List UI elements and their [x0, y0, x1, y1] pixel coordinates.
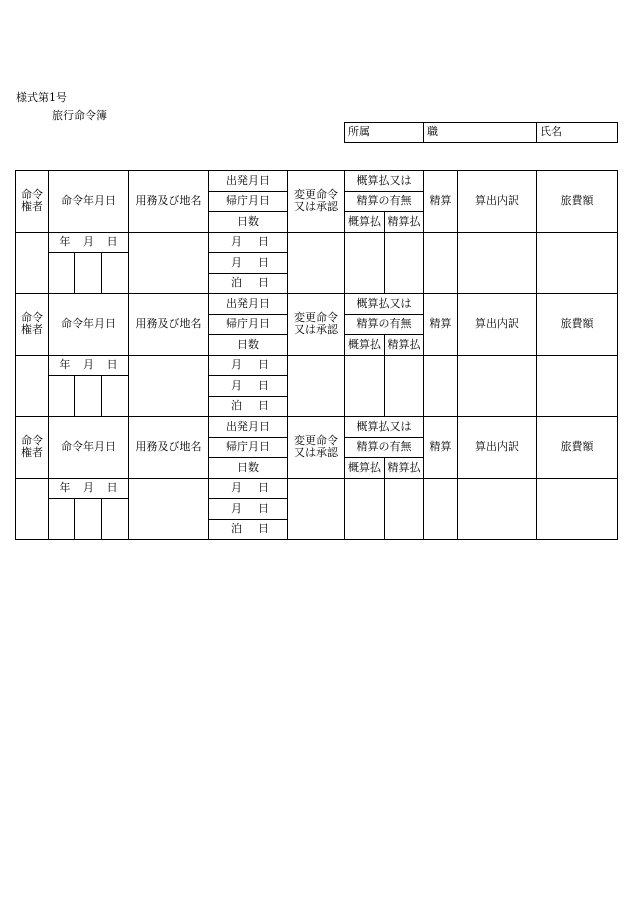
settle-payment-header: 精算払: [385, 335, 424, 356]
nights-unit: 泊: [231, 276, 243, 290]
month-unit: 月: [231, 481, 243, 495]
departure-date-cell[interactable]: [209, 478, 288, 499]
nights-cell[interactable]: [209, 519, 288, 540]
return-date-cell[interactable]: [209, 253, 288, 274]
commander-header: 命令 権者: [16, 294, 49, 356]
day-unit: 日: [106, 481, 118, 495]
settle-payment-header: 精算払: [385, 212, 424, 233]
advance-payment-cell[interactable]: [345, 478, 385, 540]
form-title: 旅行命令簿: [52, 109, 107, 122]
nights-unit: 泊: [231, 522, 243, 536]
month-unit: 月: [231, 501, 243, 515]
day-unit: 日: [106, 358, 118, 372]
travel-expense-cell[interactable]: [537, 478, 618, 540]
commander-cell[interactable]: [16, 232, 49, 294]
advance-settle-header-1: 概算払又は: [345, 294, 424, 315]
settle-payment-header: 精算払: [385, 458, 424, 479]
day-unit: 日: [106, 235, 118, 249]
commander-cell[interactable]: [16, 355, 49, 417]
order-month-cell[interactable]: [75, 376, 102, 417]
calc-breakdown-cell[interactable]: [458, 355, 537, 417]
purpose-place-cell[interactable]: [129, 355, 209, 417]
form-number: 様式第1号: [16, 91, 67, 104]
employee-info-table: [344, 122, 618, 143]
advance-payment-cell[interactable]: [345, 355, 385, 417]
year-unit: 年: [59, 481, 71, 495]
day-unit: 日: [258, 481, 270, 495]
days-header: 日数: [209, 212, 288, 233]
purpose-place-header: 用務及び地名: [129, 417, 209, 479]
change-order-cell[interactable]: [288, 478, 345, 540]
advance-payment-cell[interactable]: [345, 232, 385, 294]
departure-date-header: 出発月日: [209, 171, 288, 192]
month-unit: 月: [83, 358, 94, 372]
month-unit: 月: [231, 255, 243, 269]
change-order-cell[interactable]: [288, 232, 345, 294]
travel-expense-header: 旅費額: [537, 294, 618, 356]
order-date-cell[interactable]: [49, 232, 129, 253]
advance-payment-header: 概算払: [345, 335, 385, 356]
change-order-cell[interactable]: [288, 355, 345, 417]
departure-date-cell[interactable]: [209, 355, 288, 376]
advance-settle-header-2: 精算の有無: [345, 191, 424, 212]
commander-cell[interactable]: [16, 478, 49, 540]
calc-breakdown-header: 算出内訳: [458, 171, 537, 233]
settle-payment-cell[interactable]: [385, 232, 424, 294]
order-year-cell[interactable]: [49, 499, 75, 540]
order-day-cell[interactable]: [102, 499, 129, 540]
settle-payment-cell[interactable]: [385, 478, 424, 540]
day-unit: 日: [258, 399, 270, 413]
order-month-cell[interactable]: [75, 499, 102, 540]
travel-order-table: [15, 170, 618, 540]
order-date-cell[interactable]: [49, 355, 129, 376]
travel-expense-cell[interactable]: [537, 355, 618, 417]
year-unit: 年: [59, 358, 71, 372]
change-order-header: 変更命令 又は承認: [288, 417, 345, 479]
settlement-cell[interactable]: [424, 478, 458, 540]
settle-payment-cell[interactable]: [385, 355, 424, 417]
return-date-cell[interactable]: [209, 376, 288, 397]
return-date-header: 帰庁月日: [209, 314, 288, 335]
change-order-header: 変更命令 又は承認: [288, 294, 345, 356]
order-date-header: 命令年月日: [49, 417, 129, 479]
return-date-header: 帰庁月日: [209, 191, 288, 212]
days-header: 日数: [209, 335, 288, 356]
settlement-header: 精算: [424, 294, 458, 356]
month-unit: 月: [231, 235, 243, 249]
order-date-header: 命令年月日: [49, 294, 129, 356]
day-unit: 日: [258, 522, 270, 536]
purpose-place-header: 用務及び地名: [129, 171, 209, 233]
advance-settle-header-1: 概算払又は: [345, 171, 424, 192]
advance-payment-header: 概算払: [345, 212, 385, 233]
settlement-header: 精算: [424, 417, 458, 479]
nights-cell[interactable]: [209, 273, 288, 294]
day-unit: 日: [258, 235, 270, 249]
travel-expense-header: 旅費額: [537, 171, 618, 233]
settlement-header: 精算: [424, 171, 458, 233]
order-date-cell[interactable]: [49, 478, 129, 499]
month-unit: 月: [83, 481, 94, 495]
order-month-cell[interactable]: [75, 253, 102, 294]
position-label: 職: [424, 123, 537, 143]
purpose-place-cell[interactable]: [129, 478, 209, 540]
change-order-header: 変更命令 又は承認: [288, 171, 345, 233]
nights-cell[interactable]: [209, 396, 288, 417]
departure-date-cell[interactable]: [209, 232, 288, 253]
name-label: 氏名: [537, 123, 618, 143]
commander-header: 命令 権者: [16, 417, 49, 479]
order-day-cell[interactable]: [102, 253, 129, 294]
travel-expense-header: 旅費額: [537, 417, 618, 479]
order-year-cell[interactable]: [49, 253, 75, 294]
calc-breakdown-cell[interactable]: [458, 232, 537, 294]
advance-settle-header-2: 精算の有無: [345, 437, 424, 458]
travel-expense-cell[interactable]: [537, 232, 618, 294]
settlement-cell[interactable]: [424, 355, 458, 417]
purpose-place-header: 用務及び地名: [129, 294, 209, 356]
order-date-header: 命令年月日: [49, 171, 129, 233]
advance-settle-header-2: 精算の有無: [345, 314, 424, 335]
departure-date-header: 出発月日: [209, 417, 288, 438]
return-date-cell[interactable]: [209, 499, 288, 520]
month-unit: 月: [83, 235, 94, 249]
day-unit: 日: [258, 378, 270, 392]
departure-date-header: 出発月日: [209, 294, 288, 315]
days-header: 日数: [209, 458, 288, 479]
month-unit: 月: [231, 358, 243, 372]
day-unit: 日: [258, 276, 270, 290]
advance-payment-header: 概算払: [345, 458, 385, 479]
purpose-place-cell[interactable]: [129, 232, 209, 294]
order-day-cell[interactable]: [102, 376, 129, 417]
month-unit: 月: [231, 378, 243, 392]
commander-header: 命令 権者: [16, 171, 49, 233]
nights-unit: 泊: [231, 399, 243, 413]
day-unit: 日: [258, 501, 270, 515]
affiliation-label: 所属: [345, 123, 424, 143]
return-date-header: 帰庁月日: [209, 437, 288, 458]
calc-breakdown-header: 算出内訳: [458, 417, 537, 479]
year-unit: 年: [59, 235, 71, 249]
order-year-cell[interactable]: [49, 376, 75, 417]
day-unit: 日: [258, 358, 270, 372]
settlement-cell[interactable]: [424, 232, 458, 294]
calc-breakdown-cell[interactable]: [458, 478, 537, 540]
calc-breakdown-header: 算出内訳: [458, 294, 537, 356]
day-unit: 日: [258, 255, 270, 269]
advance-settle-header-1: 概算払又は: [345, 417, 424, 438]
